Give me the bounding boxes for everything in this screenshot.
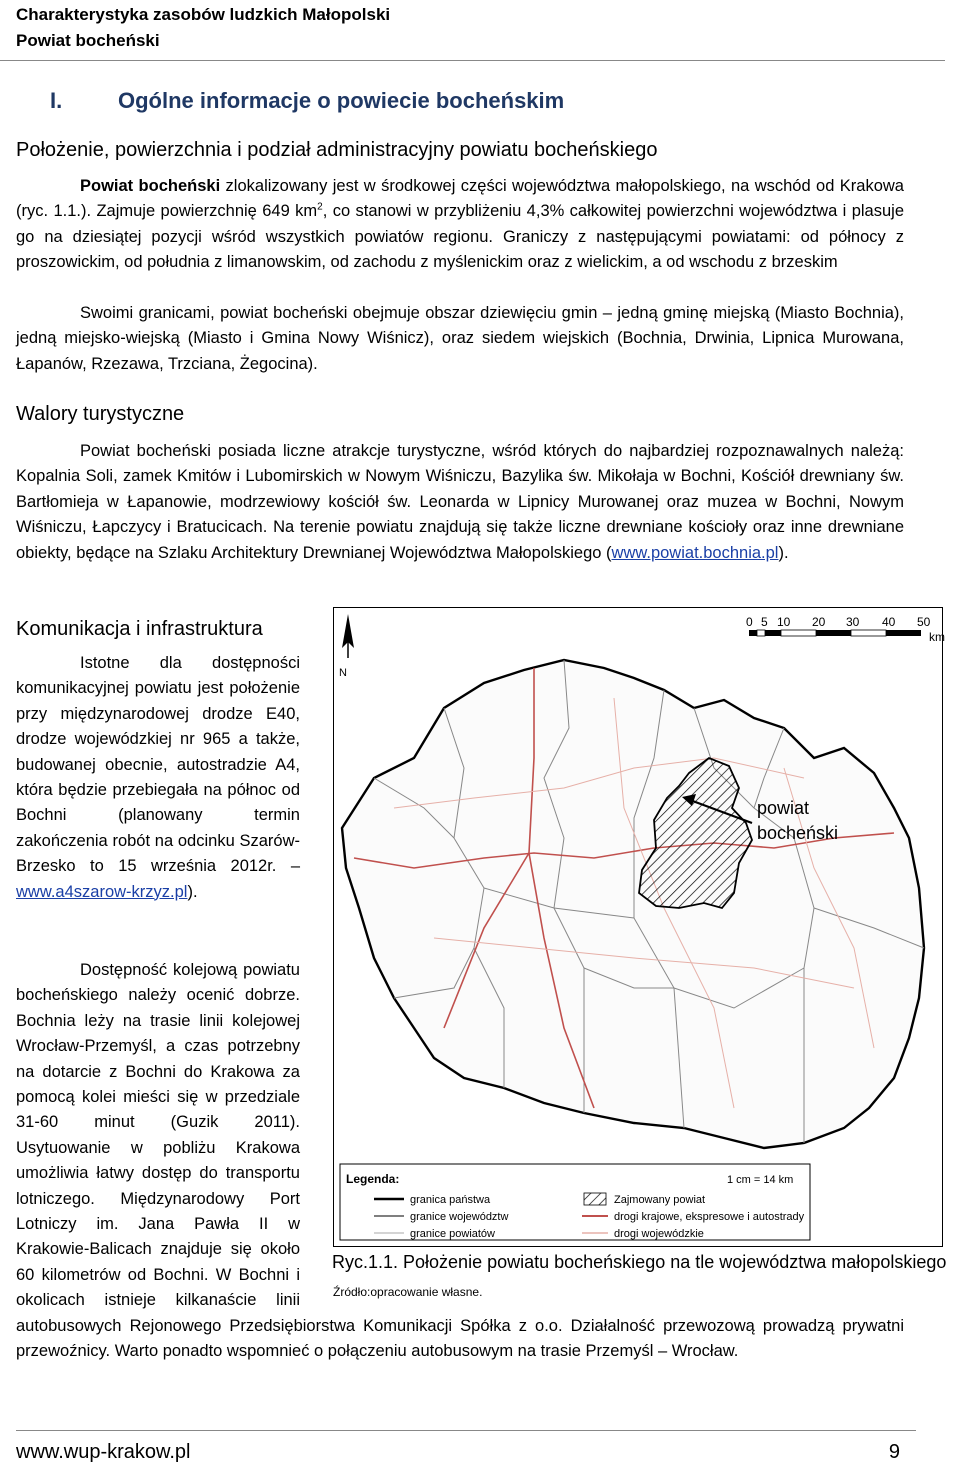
legend-item-minor-roads: drogi wojewódzkie: [614, 1228, 704, 1240]
map-svg: [334, 608, 945, 1245]
callout-label-line2: bocheński: [757, 823, 839, 843]
page-number: 9: [888, 1441, 900, 1463]
header-title: Charakterystyka zasobów ludzkich Małopolski: [16, 5, 391, 24]
bold-lead: Powiat bocheński: [80, 177, 221, 195]
scale-tick-30: 30: [846, 615, 860, 629]
callout-label-line1: powiat: [757, 798, 810, 818]
scale-bar: [746, 615, 945, 644]
header-divider: [0, 60, 945, 61]
scale-tick-40: 40: [882, 615, 896, 629]
north-label: N: [339, 667, 347, 679]
scale-tick-5: 5: [761, 615, 768, 629]
section-title-text: Ogólne informacje o powiecie bocheńskim: [118, 88, 565, 113]
footer-url-link[interactable]: www.wup-krakow.pl: [16, 1441, 191, 1463]
section-title: [50, 86, 564, 116]
map-figure: [333, 607, 943, 1247]
scale-tick-0: 0: [746, 615, 753, 629]
legend-item-county: Zajmowany powiat: [614, 1194, 706, 1206]
scale-tick-50: 50: [917, 615, 931, 629]
header-subtitle: Powiat bocheński: [16, 31, 160, 50]
north-arrow-icon: [342, 614, 354, 658]
legend-scale-ratio: 1 cm = 14 km: [727, 1174, 794, 1186]
legend-item-county-border: granice powiatów: [410, 1228, 495, 1240]
footer-divider: [16, 1430, 916, 1431]
tourism-paragraph: Powiat bocheński posiada liczne atrakcje turystyczne, wśród których do najbardziej rozpoznawalnych należą: Kopalnia Soli, zamek Kmitów i Lubomirskich w Nowym Wiśniczu, Bazylika św. Mikołaja w Bochni, Kościół drewniany św. Bartłomieja w Łapanowie, modrzewiowy kościół św. Leonarda w Lipnicy Murowanej oraz muzea w Bochni, Nowym Wiśniczu, Łapczycy i Bratucicach. Na terenie powiatu znajdują się także liczne drewniane kościoły oraz inne drewniane obiekty, będące na Szlaku Architektury Drewnianej Województwa Małopolskiego (www.powiat.bochnia.pl).: [16, 442, 904, 562]
running-header: [16, 2, 390, 54]
scale-tick-10: 10: [777, 615, 791, 629]
location-paragraph-2: Swoimi granicami, powiat bocheński obejmuje obszar dziewięciu gmin – jedną gminę miejską (Miasto Bochnia), jedną miejsko-wiejską (Miasto i Gmina Nowy Wiśnicz), oraz siedem wiejskich (Bochnia, Drwinia, Lipnica Murowana, Łapanów, Rzezawa, Trzciana, Żegocina).: [16, 304, 904, 373]
legend-title: Legenda:: [346, 1172, 400, 1186]
figure-caption: Ryc.1.1. Położenie powiatu bocheńskiego na tle województwa małopolskiego: [332, 1252, 947, 1272]
figure-source: Źródło:opracowanie własne.: [333, 1285, 483, 1299]
powiat-website-link[interactable]: www.powiat.bochnia.pl: [611, 543, 779, 562]
tourism-heading: Walory turystyczne: [16, 403, 185, 425]
legend-item-voivodeship-border: granice województw: [410, 1211, 509, 1223]
voivodeship-outline: [342, 660, 924, 1148]
section-number: I.: [50, 88, 63, 113]
legend-item-country-border: granica państwa: [410, 1194, 491, 1206]
transport-paragraph-2: Dostępność kolejową powiatu bocheńskiego należy ocenić dobrze. Bochnia leży na trasie linii kolejowej Wrocław-Przemyśl, a czas potrzebny na dotarcie z Bochni do Krakowa za pomocą kolei mieści się w przedziale 31-60 minut (Guzik 2011). Usytuowanie w pobliżu Krakowa umożliwia łatwy dostęp do transportu lotniczego. Międzynarodowy Port Lotniczy im. Jana Pawła II w Krakowie-Balicach znajduje się około 60 kilometrów od Bochni. W Bochni i okolicach istnieje kilkanaście linii autobusowych Rejonowego Przedsiębiorstwa Komunikacji Spółka z o.o. Działalność przewozową prowadzą prywatni przewoźnicy. Warto ponadto wspomnieć o połączeniu autobusowym na trasie Przemyśl – Wrocław.: [16, 961, 904, 1361]
scale-tick-20: 20: [812, 615, 826, 629]
transport-paragraph-1: Istotne dla dostępności komunikacyjnej powiatu jest położenie przy międzynarodowej drodze E40, drodze wojewódzkiej nr 965 a także, budowanej obecnie, autostradzie A4, która będzie przebiegała na północ od Bochni (planowany termin zakończenia robót na odcinku Szarów-Brzesko to 15 września 2012r. – www.a4szarow-krzyz.pl).: [16, 654, 300, 901]
map-legend: [340, 1164, 810, 1240]
location-paragraph-1: Powiat bocheński zlokalizowany jest w środkowej części województwa małopolskiego, na wschód od Krakowa (ryc. 1.1.). Zajmuje powierzchnię 649 $km^2$, co stanowi w przybliżeniu 4,3% całkowitej powierzchni województwa i plasuje go na dziesiątej pozycji wśród wszystkich powiatów regionu. Graniczy z następującymi powiatami: od północy z proszowickim, od południa z limanowskim, od zachodu z myślenickim oraz z wielickim, a od wschodu z brzeskim: [16, 177, 904, 272]
transport-heading: Komunikacja i infrastruktura: [16, 618, 263, 640]
location-heading: Położenie, powierzchnia i podział administracyjny powiatu bocheńskiego: [16, 139, 658, 161]
scale-unit: km: [929, 630, 945, 644]
a4-website-link[interactable]: www.a4szarow-krzyz.pl: [16, 882, 188, 901]
legend-item-major-roads: drogi krajowe, ekspresowe i autostrady: [614, 1211, 805, 1223]
